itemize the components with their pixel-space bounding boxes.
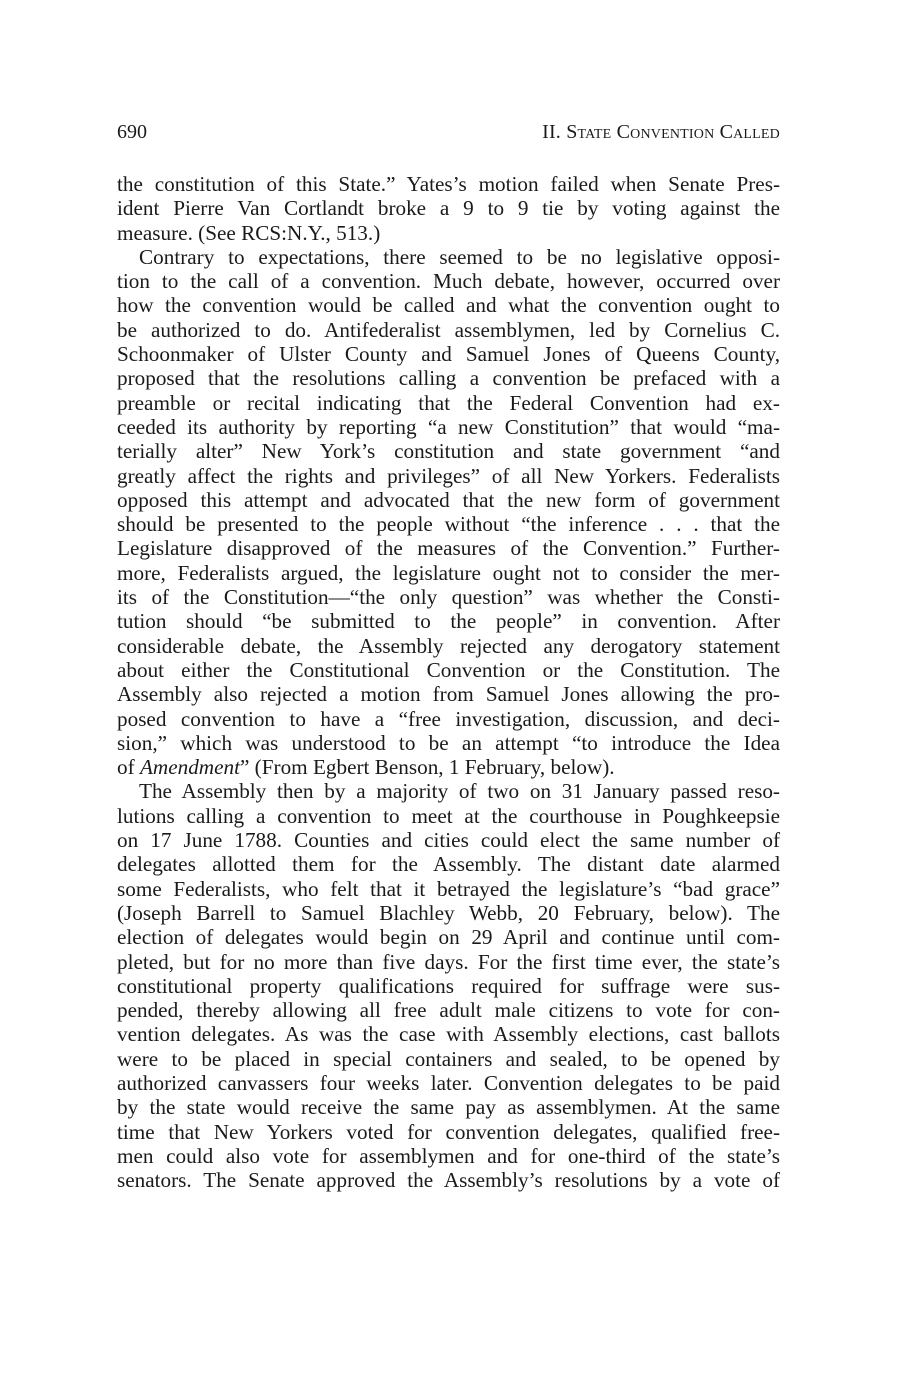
- text-line: men could also vote for assemblymen and for one-third of the state’s: [117, 1143, 780, 1168]
- text-line: time that New Yorkers voted for convention delegates, qualified free-: [117, 1119, 780, 1144]
- text-line: (Joseph Barrell to Samuel Blachley Webb, 20 February, below). The: [117, 900, 780, 925]
- text-line: election of delegates would begin on 29 April and continue until com-: [117, 925, 780, 950]
- text-line: by the state would receive the same pay as assemblymen. At the same: [117, 1095, 780, 1120]
- paragraph-3: [117, 779, 780, 1192]
- text-line: Legislature disapproved of the measures of the Convention.” Further-: [117, 536, 780, 561]
- text-line: pleted, but for no more than five days. For the first time ever, the state’s: [117, 949, 780, 974]
- body-text: [117, 172, 780, 1192]
- text-line: posed convention to have a “free investigation, discussion, and deci-: [117, 706, 780, 731]
- running-head: [117, 118, 780, 146]
- text-line: delegates allotted them for the Assembly. The distant date alarmed: [117, 852, 780, 877]
- text-line: ident Pierre Van Cortlandt broke a 9 to 9 tie by voting against the: [117, 196, 780, 221]
- text-line: Contrary to expectations, there seemed to be no legislative opposi-: [139, 244, 780, 269]
- text-line: sion,” which was understood to be an attempt “to introduce the Idea: [117, 730, 780, 755]
- text-line: lutions calling a convention to meet at the courthouse in Poughkeepsie: [117, 803, 780, 828]
- text-run: of: [117, 755, 140, 780]
- text-line: ceeded its authority by reporting “a new Constitution” that would “ma-: [117, 414, 780, 439]
- text-line: Assembly also rejected a motion from Samuel Jones allowing the pro-: [117, 682, 780, 707]
- text-line: measure. (See RCS:N.Y., 513.): [117, 220, 381, 245]
- running-title: II. State Convention Called: [542, 121, 780, 143]
- text-line: preamble or recital indicating that the Federal Convention had ex-: [117, 390, 780, 415]
- text-line: [117, 755, 780, 779]
- text-line: considerable debate, the Assembly rejected any derogatory statement: [117, 633, 780, 658]
- text-line: how the convention would be called and what the convention ought to: [117, 293, 780, 318]
- text-line: pended, thereby allowing all free adult male citizens to vote for con-: [117, 998, 780, 1023]
- text-line: opposed this attempt and advocated that the new form of government: [117, 487, 780, 512]
- text-line: its of the Constitution—“the only question” was whether the Consti-: [117, 585, 780, 610]
- text-line: The Assembly then by a majority of two on 31 January passed reso-: [139, 779, 780, 804]
- emphasized-term: Amendment: [139, 755, 240, 780]
- text-line: should be presented to the people without “the inference . . . that the: [117, 512, 780, 537]
- text-line: terially alter” New York’s constitution and state government “and: [117, 439, 780, 464]
- text-line: constitutional property qualifications required for suffrage were sus-: [117, 973, 780, 998]
- text-run: ” (From Egbert Benson, 1 February, below).: [239, 755, 615, 780]
- document-page: [117, 118, 780, 1192]
- text-line: on 17 June 1788. Counties and cities could elect the same number of: [117, 828, 780, 853]
- text-line: be authorized to do. Antifederalist assemblymen, led by Cornelius C.: [117, 317, 780, 342]
- text-line: the constitution of this State.” Yates’s motion failed when Senate Pres-: [117, 172, 780, 196]
- text-line: senators. The Senate approved the Assembly’s resolutions by a vote of: [117, 1168, 780, 1193]
- text-line: tion to the call of a convention. Much debate, however, occurred over: [117, 269, 780, 294]
- paragraph-2: [117, 245, 780, 780]
- text-line: some Federalists, who felt that it betrayed the legislature’s “bad grace”: [117, 876, 780, 901]
- text-line: were to be placed in special containers and sealed, to be opened by: [117, 1046, 780, 1071]
- page-number: 690: [117, 121, 147, 143]
- text-line: Schoonmaker of Ulster County and Samuel Jones of Queens County,: [117, 342, 780, 367]
- text-line: vention delegates. As was the case with Assembly elections, cast ballots: [117, 1022, 780, 1047]
- text-line: proposed that the resolutions calling a convention be prefaced with a: [117, 366, 780, 391]
- text-line: authorized canvassers four weeks later. Convention delegates to be paid: [117, 1070, 780, 1095]
- text-line: about either the Constitutional Convention or the Constitution. The: [117, 657, 780, 682]
- text-line: greatly affect the rights and privileges” of all New Yorkers. Federalists: [117, 463, 780, 488]
- text-line: more, Federalists argued, the legislature ought not to consider the mer-: [117, 560, 780, 585]
- paragraph-1: [117, 172, 780, 245]
- text-line: tution should “be submitted to the people” in convention. After: [117, 609, 780, 634]
